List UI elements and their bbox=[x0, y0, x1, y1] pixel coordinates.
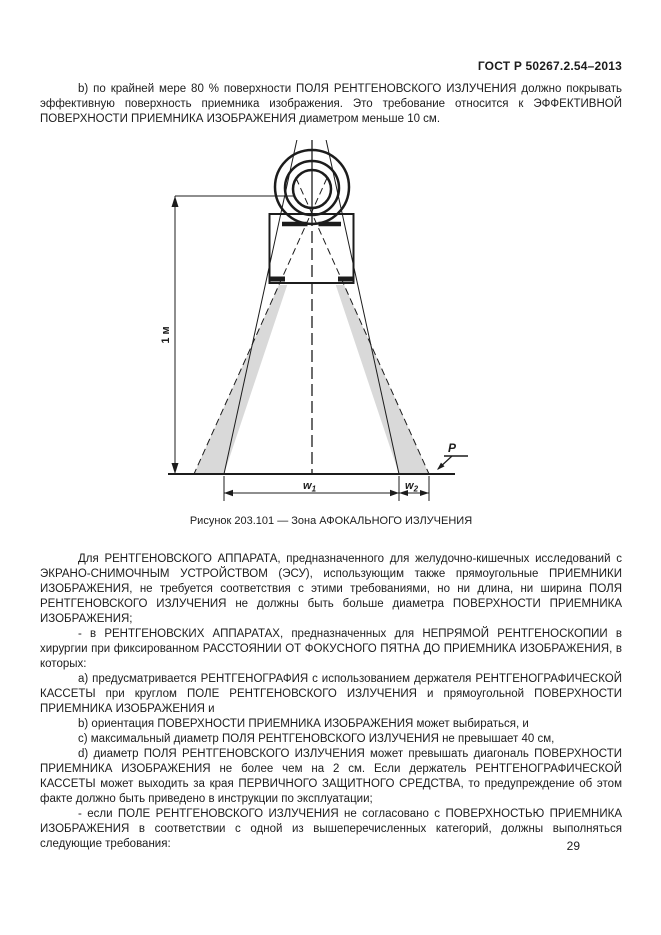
paragraph: b) ориентация ПОВЕРХНОСТИ ПРИЕМНИКА ИЗОБРАЖЕНИЯ может выбираться, и bbox=[78, 718, 529, 730]
plane-label: P bbox=[447, 441, 457, 455]
body-text-block bbox=[40, 552, 622, 852]
afocal-radiation-figure bbox=[0, 140, 661, 515]
paragraph: d) диаметр ПОЛЯ РЕНТГЕНОВСКОГО ИЗЛУЧЕНИЯ может превышать диагональ ПОВЕРХНОСТИ ПРИЕМНИКА ИЗОБРАЖЕНИЯ не более чем на 2 см. Если держатель РЕНТГЕНОГРАФИЧЕСКОЙ КАССЕТЫ может выходить за края ПЕРВИЧНОГО ЗАЩИТНОГО СРЕДСТВА, то предупреждение об этом факте должно быть приведено в инструкции по эксплуатации; bbox=[40, 748, 622, 805]
paragraph: c) максимальный диаметр ПОЛЯ РЕНТГЕНОВСКОГО ИЗЛУЧЕНИЯ не превышает 40 см, bbox=[78, 733, 555, 745]
paragraph: b) по крайней мере 80 % поверхности ПОЛЯ РЕНТГЕНОВСКОГО ИЗЛУЧЕНИЯ должно покрывать эффективную поверхность приемника изображения. Это требование относится к ЭФФЕКТИВНОЙ ПОВЕРХНОСТИ ПРИЕМНИКА ИЗОБРАЖЕНИЯ диаметром меньше 10 см. bbox=[40, 83, 622, 125]
paragraph: Для РЕНТГЕНОВСКОГО АППАРАТА, предназначенного для желудочно-кишечных исследований с ЭКРАНО-СНИМОЧНЫМ УСТРОЙСТВОМ (ЭСУ), использующим также прямоугольные ПРИЕМНИКИ ИЗОБРАЖЕНИЯ, не требуется соответствия с этими требованиями, но ни длина, ни ширина ПОЛЯ РЕНТГЕНОВСКОГО ИЗЛУЧЕНИЯ не должны быть больше диаметра ПОВЕРХНОСТИ ПРИЕМНИКА ИЗОБРАЖЕНИЯ; bbox=[40, 553, 622, 625]
distance-label: 1 м bbox=[160, 326, 172, 344]
page-header-title: ГОСТ Р 50267.2.54–2013 bbox=[477, 59, 622, 73]
width-dimensions bbox=[224, 476, 429, 501]
intro-text-block bbox=[40, 82, 622, 127]
afocal-band-left bbox=[194, 285, 287, 474]
w1-label: $w_1$ bbox=[303, 480, 317, 494]
page-number: 29 bbox=[566, 839, 580, 853]
afocal-band-right bbox=[336, 285, 429, 474]
paragraph: - если ПОЛЕ РЕНТГЕНОВСКОГО ИЗЛУЧЕНИЯ не согласовано с ПОВЕРХНОСТЬЮ ПРИЕМНИКА ИЗОБРАЖЕНИЯ в соответствии с одной из вышеперечисленных категорий, должны выполняться следующие требования: bbox=[40, 808, 622, 850]
w2-label: $w_2$ bbox=[405, 480, 419, 494]
paragraph: - в РЕНТГЕНОВСКИХ АППАРАТАХ, предназначенных для НЕПРЯМОЙ РЕНТГЕНОСКОПИИ в хирургии при фиксированном РАССТОЯНИИ ОТ ФОКУСНОГО ПЯТНА ДО ПРИЕМНИКА ИЗОБРАЖЕНИЯ, в которых: bbox=[40, 628, 622, 670]
figure-caption: Рисунок 203.101 — Зона АФОКАЛЬНОГО ИЗЛУЧЕНИЯ bbox=[189, 515, 473, 527]
plane-callout bbox=[437, 441, 468, 470]
paragraph: a) предусматривается РЕНТГЕНОГРАФИЯ с использованием держателя РЕНТГЕНОГРАФИЧЕСКОЙ КАССЕТЫ при круглом ПОЛЕ РЕНТГЕНОВСКОГО ИЗЛУЧЕНИЯ и прямоугольной ПОВЕРХНОСТИ ПРИЕМНИКА ИЗОБРАЖЕНИЯ и bbox=[40, 673, 622, 715]
